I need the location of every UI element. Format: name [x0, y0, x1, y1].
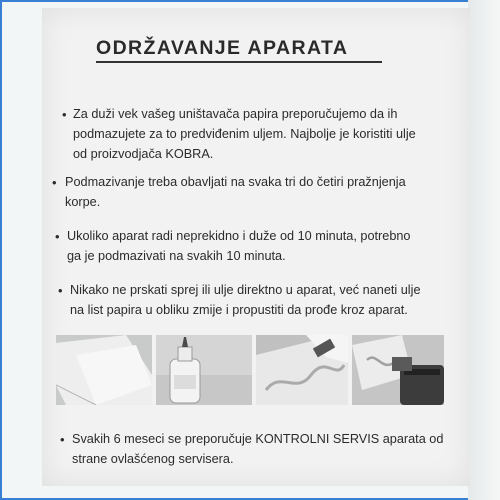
- paragraph-line: Za duži vek vašeg uništavača papira preporučujemo da ih: [73, 107, 398, 121]
- paragraph-line: Nikako ne prskati sprej ili ulje direktno u aparat, već naneti ulje: [70, 283, 421, 297]
- paragraph-line: Ukoliko aparat radi neprekidno i duže od 10 minuta, potrebno: [67, 229, 411, 243]
- oil-bottle-photo: [156, 335, 252, 405]
- title-underline: [96, 61, 382, 63]
- page-title: ODRŽAVANJE APARATA: [96, 37, 349, 59]
- paragraph-line: strane ovlašćenog servisera.: [72, 452, 234, 466]
- paragraph-1: [73, 104, 473, 164]
- paragraph-line: korpe.: [65, 195, 101, 209]
- paragraph-line: od proizvodjača KOBRA.: [73, 147, 214, 161]
- illustration-strip: [56, 335, 444, 405]
- paragraph-line: ga je podmazivati na svakih 10 minuta.: [67, 249, 286, 263]
- bullet-marker: •: [60, 432, 65, 447]
- bullet-marker: •: [58, 283, 63, 298]
- paragraph-3: [67, 226, 467, 266]
- bullet-marker: •: [55, 229, 60, 244]
- paragraph-5: [72, 429, 472, 469]
- paragraph-line: Svakih 6 meseci se preporučuje KONTROLNI SERVIS aparata od: [72, 432, 444, 446]
- paragraph-2: [65, 172, 465, 212]
- oil-applied-on-paper-photo: [256, 335, 348, 405]
- paragraph-line: Podmazivanje treba obavljati na svaka tri do četiri pražnjenja: [65, 175, 406, 189]
- paper-into-shredder-photo: [352, 335, 444, 405]
- paper-sheet-photo: [56, 335, 152, 405]
- paper-edge-shadow: [468, 0, 500, 500]
- paragraph-line: podmazujete za to predviđenim uljem. Najbolje je koristiti ulje: [73, 127, 416, 141]
- bullet-marker: •: [62, 107, 67, 122]
- bullet-marker: •: [52, 175, 57, 190]
- paragraph-4: [70, 280, 470, 320]
- paragraph-line: na list papira u obliku zmije i propustiti da prođe kroz aparat.: [70, 303, 408, 317]
